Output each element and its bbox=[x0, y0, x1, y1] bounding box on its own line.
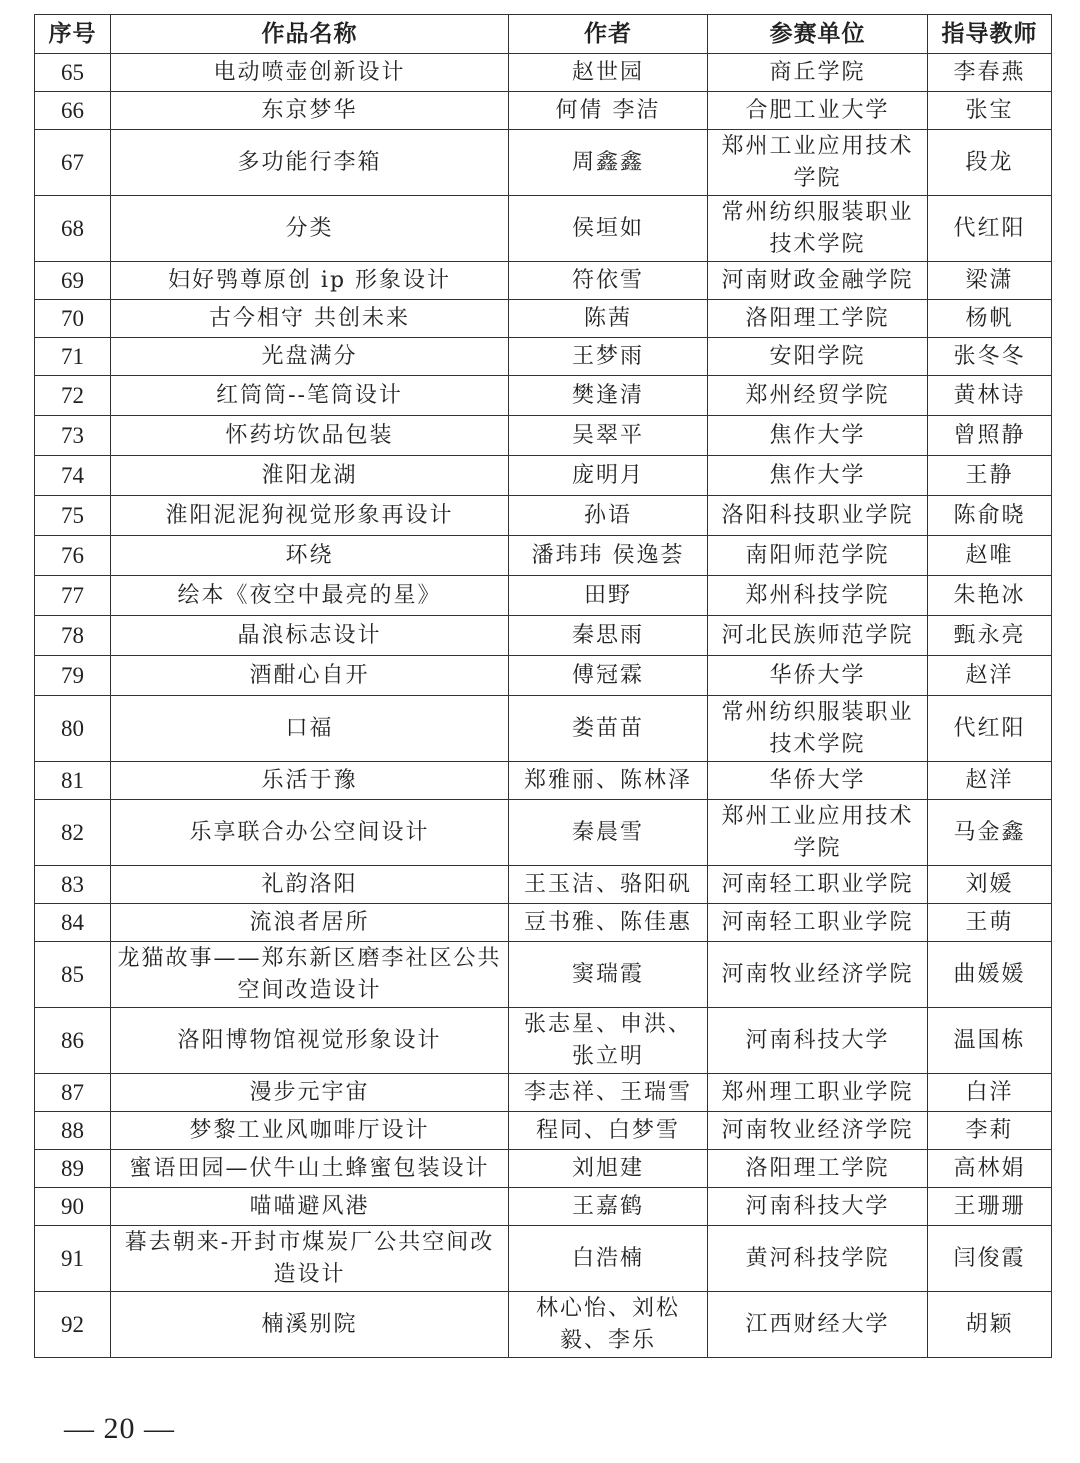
cell-author: 吴翠平 bbox=[509, 416, 708, 456]
cell-teacher: 曲媛媛 bbox=[928, 942, 1052, 1008]
cell-author: 周鑫鑫 bbox=[509, 130, 708, 196]
cell-teacher: 甄永亮 bbox=[928, 616, 1052, 656]
cell-teacher: 李莉 bbox=[928, 1112, 1052, 1150]
cell-number: 73 bbox=[35, 416, 111, 456]
table-row bbox=[35, 338, 1052, 376]
cell-title: 礼韵洛阳 bbox=[111, 866, 509, 904]
table-row bbox=[35, 866, 1052, 904]
cell-number: 90 bbox=[35, 1188, 111, 1226]
table-row bbox=[35, 1112, 1052, 1150]
cell-unit: 郑州工业应用技术学院 bbox=[708, 800, 928, 866]
cell-unit: 洛阳理工学院 bbox=[708, 300, 928, 338]
cell-author: 秦思雨 bbox=[509, 616, 708, 656]
page-number: — 20 — bbox=[64, 1412, 175, 1445]
cell-unit: 商丘学院 bbox=[708, 54, 928, 92]
table-row bbox=[35, 262, 1052, 300]
cell-teacher: 马金鑫 bbox=[928, 800, 1052, 866]
table-row bbox=[35, 1074, 1052, 1112]
cell-teacher: 杨帆 bbox=[928, 300, 1052, 338]
cell-teacher: 梁潇 bbox=[928, 262, 1052, 300]
cell-unit: 南阳师范学院 bbox=[708, 536, 928, 576]
cell-teacher: 李春燕 bbox=[928, 54, 1052, 92]
table-body bbox=[35, 54, 1052, 1358]
table-row bbox=[35, 1292, 1052, 1358]
cell-unit: 合肥工业大学 bbox=[708, 92, 928, 130]
cell-unit: 河南财政金融学院 bbox=[708, 262, 928, 300]
cell-teacher: 代红阳 bbox=[928, 196, 1052, 262]
cell-number: 80 bbox=[35, 696, 111, 762]
table-row bbox=[35, 1188, 1052, 1226]
cell-teacher: 王静 bbox=[928, 456, 1052, 496]
cell-number: 74 bbox=[35, 456, 111, 496]
cell-unit: 河南轻工职业学院 bbox=[708, 904, 928, 942]
table-row bbox=[35, 1008, 1052, 1074]
cell-author: 豆书雅、陈佳惠 bbox=[509, 904, 708, 942]
cell-number: 85 bbox=[35, 942, 111, 1008]
cell-teacher: 温国栋 bbox=[928, 1008, 1052, 1074]
cell-teacher: 王萌 bbox=[928, 904, 1052, 942]
cell-title: 漫步元宇宙 bbox=[111, 1074, 509, 1112]
cell-number: 91 bbox=[35, 1226, 111, 1292]
cell-author: 何倩 李洁 bbox=[509, 92, 708, 130]
table-row bbox=[35, 942, 1052, 1008]
table-row bbox=[35, 130, 1052, 196]
header-teacher: 指导教师 bbox=[928, 15, 1052, 54]
cell-number: 75 bbox=[35, 496, 111, 536]
cell-unit: 黄河科技学院 bbox=[708, 1226, 928, 1292]
cell-teacher: 陈俞晓 bbox=[928, 496, 1052, 536]
cell-title: 环绕 bbox=[111, 536, 509, 576]
cell-unit: 江西财经大学 bbox=[708, 1292, 928, 1358]
cell-teacher: 刘媛 bbox=[928, 866, 1052, 904]
cell-unit: 焦作大学 bbox=[708, 456, 928, 496]
cell-number: 89 bbox=[35, 1150, 111, 1188]
cell-number: 92 bbox=[35, 1292, 111, 1358]
cell-title: 绘本《夜空中最亮的星》 bbox=[111, 576, 509, 616]
cell-title: 妇好鸮尊原创 ip 形象设计 bbox=[111, 262, 509, 300]
table-row bbox=[35, 196, 1052, 262]
cell-teacher: 胡颖 bbox=[928, 1292, 1052, 1358]
cell-teacher: 朱艳冰 bbox=[928, 576, 1052, 616]
cell-number: 65 bbox=[35, 54, 111, 92]
cell-number: 66 bbox=[35, 92, 111, 130]
cell-teacher: 赵洋 bbox=[928, 656, 1052, 696]
cell-title: 光盘满分 bbox=[111, 338, 509, 376]
cell-teacher: 黄林诗 bbox=[928, 376, 1052, 416]
table-row bbox=[35, 536, 1052, 576]
cell-title: 古今相守 共创未来 bbox=[111, 300, 509, 338]
cell-number: 71 bbox=[35, 338, 111, 376]
table-row bbox=[35, 576, 1052, 616]
cell-number: 82 bbox=[35, 800, 111, 866]
table-row bbox=[35, 92, 1052, 130]
cell-title: 梦黎工业风咖啡厅设计 bbox=[111, 1112, 509, 1150]
cell-unit: 河南科技大学 bbox=[708, 1188, 928, 1226]
cell-author: 王嘉鹤 bbox=[509, 1188, 708, 1226]
table-row bbox=[35, 762, 1052, 800]
cell-unit: 河南轻工职业学院 bbox=[708, 866, 928, 904]
cell-number: 67 bbox=[35, 130, 111, 196]
cell-title: 红筒筒--笔筒设计 bbox=[111, 376, 509, 416]
cell-number: 87 bbox=[35, 1074, 111, 1112]
cell-number: 70 bbox=[35, 300, 111, 338]
cell-title: 洛阳博物馆视觉形象设计 bbox=[111, 1008, 509, 1074]
cell-author: 傅冠霖 bbox=[509, 656, 708, 696]
cell-teacher: 王珊珊 bbox=[928, 1188, 1052, 1226]
cell-unit: 郑州经贸学院 bbox=[708, 376, 928, 416]
cell-title: 流浪者居所 bbox=[111, 904, 509, 942]
cell-title: 晶浪标志设计 bbox=[111, 616, 509, 656]
cell-unit: 郑州科技学院 bbox=[708, 576, 928, 616]
cell-title: 蜜语田园—伏牛山土蜂蜜包装设计 bbox=[111, 1150, 509, 1188]
cell-unit: 华侨大学 bbox=[708, 762, 928, 800]
cell-title: 酒酣心自开 bbox=[111, 656, 509, 696]
table-row bbox=[35, 800, 1052, 866]
table-row bbox=[35, 376, 1052, 416]
cell-teacher: 代红阳 bbox=[928, 696, 1052, 762]
awards-table bbox=[34, 14, 1052, 1358]
cell-number: 86 bbox=[35, 1008, 111, 1074]
header-unit: 参赛单位 bbox=[708, 15, 928, 54]
cell-number: 83 bbox=[35, 866, 111, 904]
cell-unit: 华侨大学 bbox=[708, 656, 928, 696]
cell-unit: 安阳学院 bbox=[708, 338, 928, 376]
table-row bbox=[35, 496, 1052, 536]
cell-author: 樊逢清 bbox=[509, 376, 708, 416]
cell-author: 张志星、申洪、张立明 bbox=[509, 1008, 708, 1074]
cell-number: 88 bbox=[35, 1112, 111, 1150]
cell-author: 田野 bbox=[509, 576, 708, 616]
table-row bbox=[35, 456, 1052, 496]
table-row bbox=[35, 1226, 1052, 1292]
table-row bbox=[35, 696, 1052, 762]
cell-unit: 郑州理工职业学院 bbox=[708, 1074, 928, 1112]
table-row bbox=[35, 904, 1052, 942]
cell-number: 68 bbox=[35, 196, 111, 262]
table-row bbox=[35, 416, 1052, 456]
table-row bbox=[35, 616, 1052, 656]
cell-author: 潘玮玮 侯逸荟 bbox=[509, 536, 708, 576]
cell-number: 78 bbox=[35, 616, 111, 656]
cell-number: 76 bbox=[35, 536, 111, 576]
cell-teacher: 张冬冬 bbox=[928, 338, 1052, 376]
cell-title: 乐活于豫 bbox=[111, 762, 509, 800]
table-header-row bbox=[35, 15, 1052, 54]
cell-teacher: 张宝 bbox=[928, 92, 1052, 130]
cell-author: 郑雅丽、陈林泽 bbox=[509, 762, 708, 800]
cell-title: 多功能行李箱 bbox=[111, 130, 509, 196]
cell-title: 东京梦华 bbox=[111, 92, 509, 130]
cell-title: 淮阳龙湖 bbox=[111, 456, 509, 496]
cell-teacher: 赵洋 bbox=[928, 762, 1052, 800]
cell-author: 王玉洁、骆阳矾 bbox=[509, 866, 708, 904]
cell-author: 赵世园 bbox=[509, 54, 708, 92]
cell-author: 林心怡、刘松毅、李乐 bbox=[509, 1292, 708, 1358]
cell-unit: 常州纺织服装职业技术学院 bbox=[708, 196, 928, 262]
cell-title: 口福 bbox=[111, 696, 509, 762]
cell-author: 娄苗苗 bbox=[509, 696, 708, 762]
cell-teacher: 曾照静 bbox=[928, 416, 1052, 456]
cell-title: 乐享联合办公空间设计 bbox=[111, 800, 509, 866]
cell-author: 孙语 bbox=[509, 496, 708, 536]
table-row bbox=[35, 1150, 1052, 1188]
cell-author: 程同、白梦雪 bbox=[509, 1112, 708, 1150]
cell-unit: 河南牧业经济学院 bbox=[708, 942, 928, 1008]
cell-author: 秦晨雪 bbox=[509, 800, 708, 866]
header-number: 序号 bbox=[35, 15, 111, 54]
cell-number: 72 bbox=[35, 376, 111, 416]
cell-teacher: 白洋 bbox=[928, 1074, 1052, 1112]
cell-author: 陈茜 bbox=[509, 300, 708, 338]
cell-number: 81 bbox=[35, 762, 111, 800]
cell-author: 李志祥、王瑞雪 bbox=[509, 1074, 708, 1112]
cell-teacher: 段龙 bbox=[928, 130, 1052, 196]
cell-title: 怀药坊饮品包装 bbox=[111, 416, 509, 456]
cell-teacher: 高林娟 bbox=[928, 1150, 1052, 1188]
cell-title: 喵喵避风港 bbox=[111, 1188, 509, 1226]
cell-author: 白浩楠 bbox=[509, 1226, 708, 1292]
cell-author: 庞明月 bbox=[509, 456, 708, 496]
cell-title: 龙猫故事——郑东新区磨李社区公共空间改造设计 bbox=[111, 942, 509, 1008]
header-author: 作者 bbox=[509, 15, 708, 54]
cell-title: 分类 bbox=[111, 196, 509, 262]
cell-title: 淮阳泥泥狗视觉形象再设计 bbox=[111, 496, 509, 536]
cell-author: 侯垣如 bbox=[509, 196, 708, 262]
cell-author: 刘旭建 bbox=[509, 1150, 708, 1188]
cell-number: 79 bbox=[35, 656, 111, 696]
cell-title: 暮去朝来-开封市煤炭厂公共空间改造设计 bbox=[111, 1226, 509, 1292]
cell-unit: 焦作大学 bbox=[708, 416, 928, 456]
cell-author: 窦瑞霞 bbox=[509, 942, 708, 1008]
cell-unit: 常州纺织服装职业技术学院 bbox=[708, 696, 928, 762]
table-row bbox=[35, 300, 1052, 338]
cell-unit: 郑州工业应用技术学院 bbox=[708, 130, 928, 196]
cell-title: 电动喷壶创新设计 bbox=[111, 54, 509, 92]
cell-unit: 洛阳理工学院 bbox=[708, 1150, 928, 1188]
cell-unit: 河南科技大学 bbox=[708, 1008, 928, 1074]
cell-unit: 河南牧业经济学院 bbox=[708, 1112, 928, 1150]
cell-number: 77 bbox=[35, 576, 111, 616]
cell-author: 王梦雨 bbox=[509, 338, 708, 376]
cell-author: 符依雪 bbox=[509, 262, 708, 300]
cell-unit: 洛阳科技职业学院 bbox=[708, 496, 928, 536]
cell-teacher: 赵唯 bbox=[928, 536, 1052, 576]
cell-title: 楠溪别院 bbox=[111, 1292, 509, 1358]
cell-teacher: 闫俊霞 bbox=[928, 1226, 1052, 1292]
cell-unit: 河北民族师范学院 bbox=[708, 616, 928, 656]
table-row bbox=[35, 656, 1052, 696]
table-row bbox=[35, 54, 1052, 92]
cell-number: 69 bbox=[35, 262, 111, 300]
header-title: 作品名称 bbox=[111, 15, 509, 54]
cell-number: 84 bbox=[35, 904, 111, 942]
